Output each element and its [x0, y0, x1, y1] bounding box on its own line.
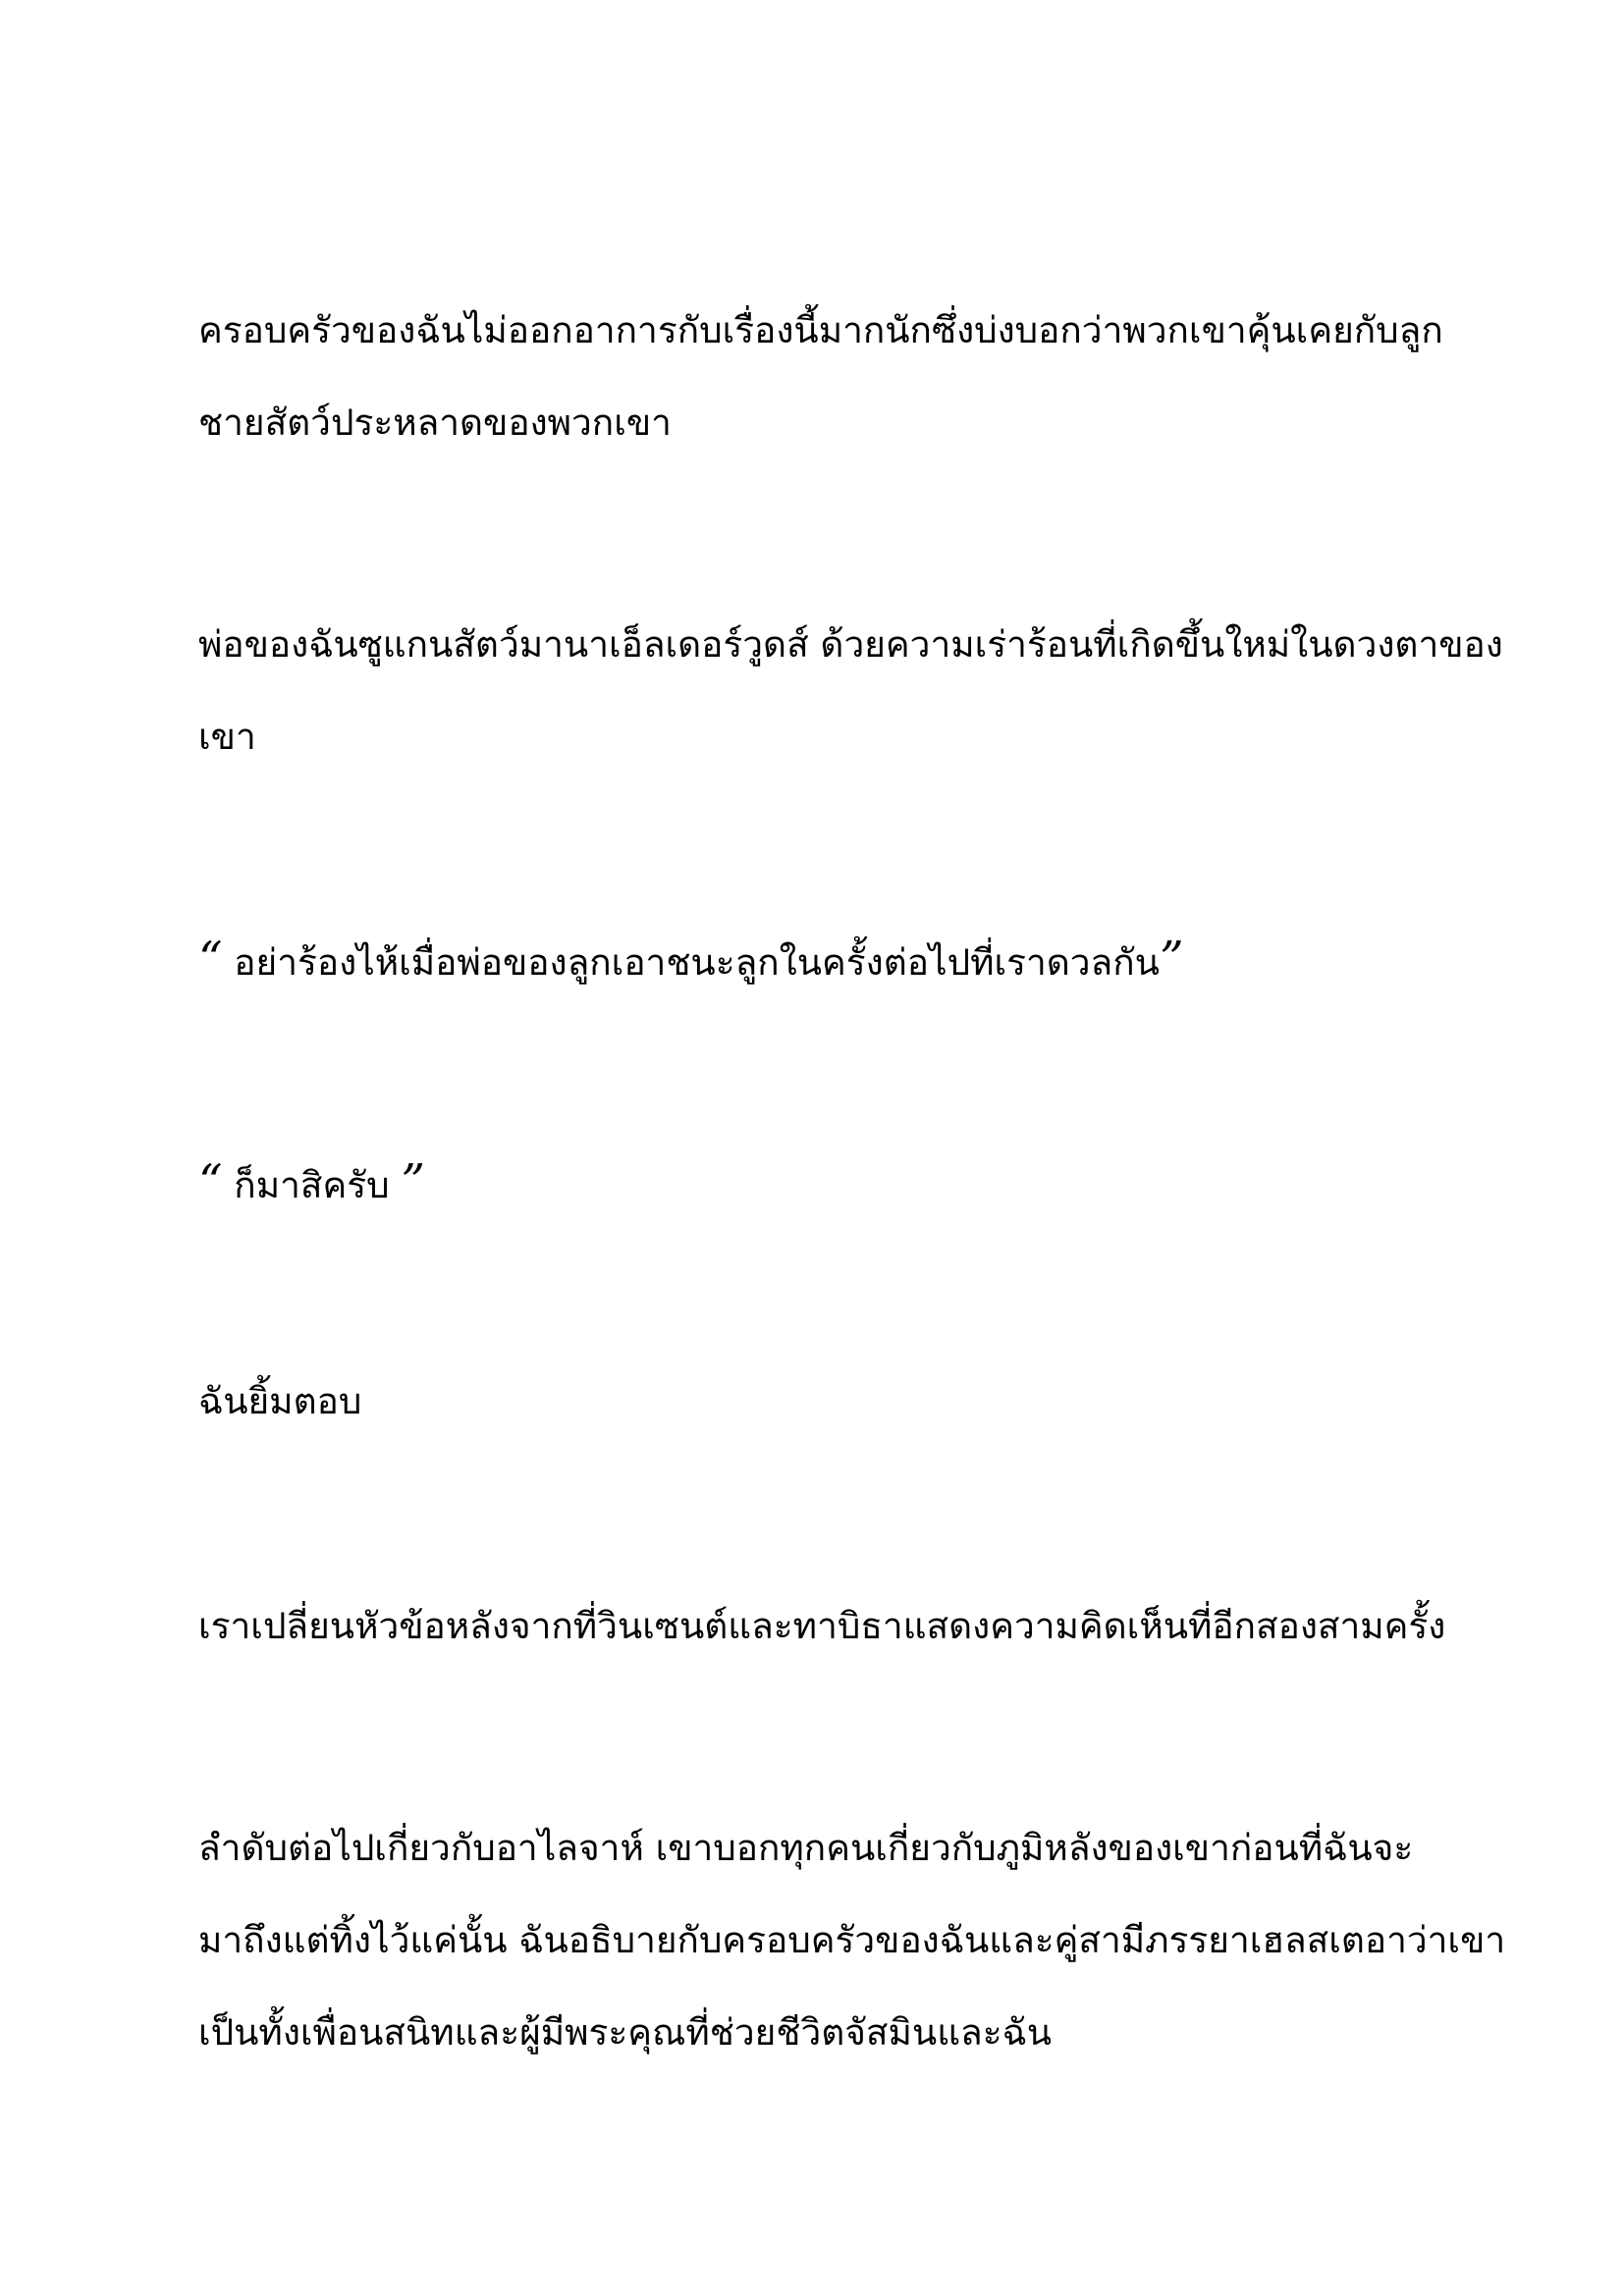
paragraph-topic-change	[198, 1580, 1475, 1673]
text-line: พ่อของฉันซูแกนสัตว์มานาเอ็ลเดอร์วูดส์ ด้วยความเร่าร้อนที่เกิดขึ้นใหม่ในดวงตาของ	[198, 623, 1503, 666]
paragraph-father-scan	[198, 599, 1503, 783]
dialogue-text: อย่าร้องไห้เมื่อพ่อของลูกเอาชนะลูกในครั้งต่อไปที่เราดวลกัน	[222, 941, 1160, 984]
dialogue-reply	[198, 1136, 1475, 1232]
text-line: เขา	[198, 716, 256, 758]
paragraph-smile	[198, 1356, 1475, 1448]
text-line: ครอบครัวของฉันไม่ออกอาการกับเรื่องนี้มากนักซึ่งบ่งบอกว่าพวกเขาคุ้นเคยกับลูก	[198, 309, 1443, 351]
text-line: ชายสัตว์ประหลาดของพวกเขา	[198, 401, 672, 444]
paragraph-elijah	[198, 1802, 1506, 2079]
text-line: ฉันยิ้มตอบ	[198, 1380, 362, 1422]
dialogue-line	[198, 1136, 1475, 1232]
open-quote: “	[198, 932, 223, 987]
text-line: เป็นทั้งเพื่อนสนิทและผู้มีพระคุณที่ช่วยชีวิตจัสมินและฉัน	[198, 2011, 1053, 2054]
close-quote: ”	[401, 1154, 425, 1209]
paragraph-family-reaction	[198, 285, 1475, 469]
text-line: มาถึงแต่ทิ้งไว้แค่นั้น ฉันอธิบายกับครอบครัวของฉันและคู่สามีภรรยาเฮลสเตอาว่าเขา	[198, 1919, 1506, 1961]
dialogue-father	[198, 913, 1475, 1009]
dialogue-text: ก็มาสิครับ	[222, 1164, 402, 1206]
text-line: เราเปลี่ยนหัวข้อหลังจากที่วินเซนต์และทาบิธาแสดงความคิดเห็นที่อีกสองสามครั้ง	[198, 1605, 1446, 1647]
dialogue-line	[198, 913, 1475, 1009]
open-quote: “	[198, 1154, 223, 1209]
close-quote: ”	[1159, 932, 1184, 987]
text-line: ลำดับต่อไปเกี่ยวกับอาไลจาห์ เขาบอกทุกคนเกี่ยวกับภูมิหลังของเขาก่อนที่ฉันจะ	[198, 1827, 1414, 1869]
